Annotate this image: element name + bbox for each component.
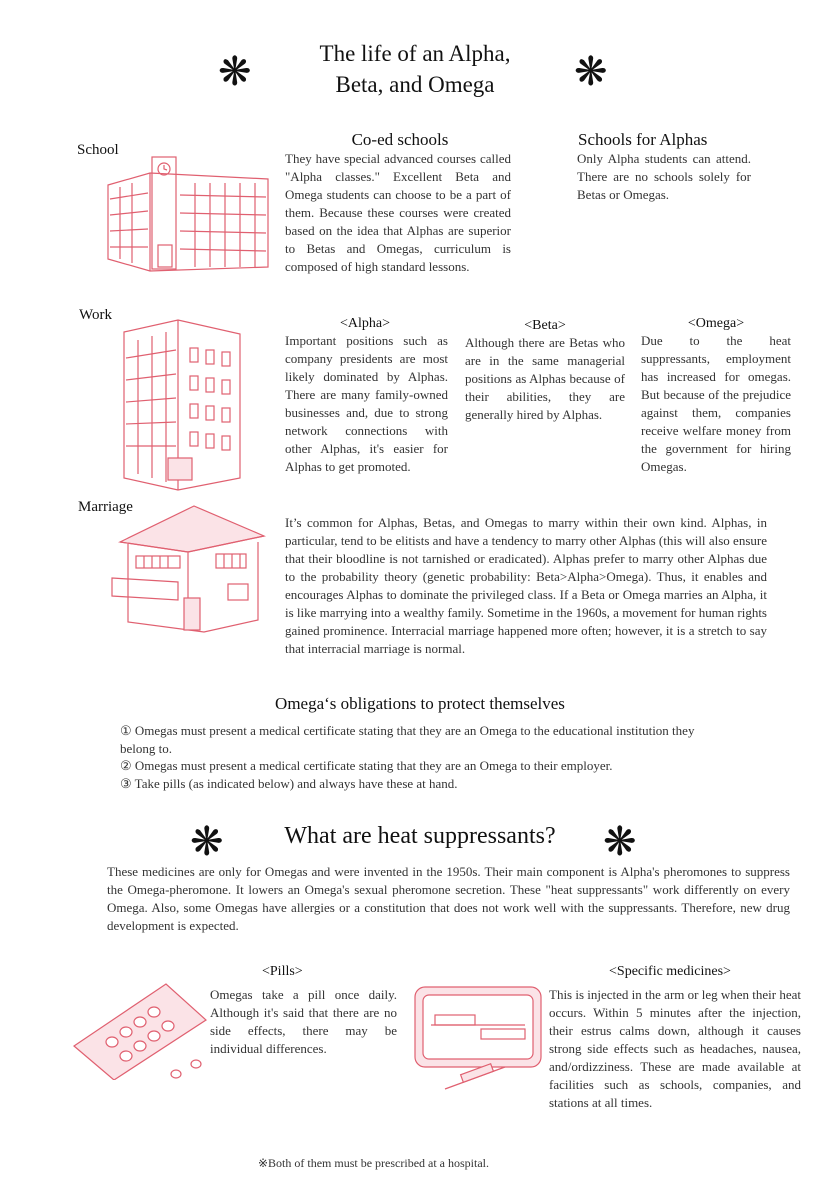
snowflake-icon: ❋: [218, 49, 252, 94]
obligation-item: ③ Take pills (as indicated below) and always have these at hand.: [120, 776, 458, 791]
section-label-school: School: [77, 142, 119, 158]
work-omega-heading: <Omega>: [687, 316, 745, 331]
pill-blister-illustration: [70, 980, 210, 1080]
section-label-work: Work: [79, 307, 112, 323]
page-title: The life of an Alpha, Beta, and Omega: [319, 41, 511, 97]
marriage-text: It’s common for Alphas, Betas, and Omegas to marry within their own kind. Alphas, in particular, tend to be elitists and have a tendency to marry other Alphas (this will also ensure that their bloodline is not tarnished or eradicated). Alphas prefer to marry other Alphas due to the probability theory (genetic probability: Beta>Alpha>Omega). Thus, it enables and encourages Alphas to dominate the privileged class. If a Beta or Omega marries an Alpha, it is like marrying into a wealthy family. Sometime in the 1960s, a movement for human rights gained prominence. Interracial marriage happened more often; however, it is a stretch to say that interracial marriage is normal.: [285, 515, 767, 656]
specific-medicines-text: This is injected in the arm or leg when their heat occurs. Within 5 minutes after the injection, their estrus calms down, although it causes strong side effects such as headaches, nausea, and/ordizziness. These are made available at facilities such as schools, companies, and stations at all times.: [549, 987, 801, 1110]
snowflake-icon: ❋: [190, 819, 224, 864]
pills-text: Omegas take a pill once daily. Although it's said that there are no side effects, there may be individual differences.: [210, 987, 397, 1056]
work-beta-text: Although there are Betas who are in the same managerial positions as Alphas because of their abilities, they are generally hired by Alphas.: [465, 335, 625, 422]
obligation-item: ② Omegas must present a medical certificate stating that they are an Omega to their employer.: [120, 758, 613, 773]
heat-suppressants-heading: What are heat suppressants?: [284, 823, 556, 849]
medicine-case-illustration: [405, 985, 545, 1095]
alpha-schools-heading: Schools for Alphas: [578, 130, 708, 149]
snowflake-icon: ❋: [574, 49, 608, 94]
heat-suppressants-text: These medicines are only for Omegas and were invented in the 1950s. Their main component is Alpha's pheromones to suppress the Omega-pheromone. It lowers an Omega's sexual pheromone secretion. These "heat suppressants" work differently on every Omega. Also, some Omegas have allergies or a constitution that does not work well with the suppressants. Therefore, new drug development is expected.: [107, 864, 790, 933]
pills-heading: <Pills>: [262, 964, 303, 979]
work-alpha-heading: <Alpha>: [339, 316, 390, 331]
section-label-marriage: Marriage: [78, 499, 133, 515]
specific-medicines-heading: <Specific medicines>: [609, 964, 731, 979]
coed-schools-text: They have special advanced courses called "Alpha classes." Excellent Beta and Omega students can choose to be a part of them. Because these courses were created based on the idea that Alphas are superior to Betas and Omegas, curriculum is composed of high standard lessons.: [285, 151, 511, 274]
obligations-heading: Omega‘s obligations to protect themselves: [275, 694, 565, 713]
footnote: ※Both of them must be prescribed at a hospital.: [258, 1156, 490, 1170]
snowflake-icon: ❋: [603, 819, 637, 864]
work-beta-heading: <Beta>: [524, 318, 566, 333]
alpha-schools-text: Only Alpha students can attend. There are no schools solely for Betas or Omegas.: [577, 151, 751, 202]
obligation-item: ① Omegas must present a medical certificate stating that they are an Omega to the educational institution they belong to.: [120, 723, 695, 756]
coed-schools-heading: Co-ed schools: [351, 130, 449, 149]
school-building-illustration: [100, 155, 275, 275]
office-building-illustration: [118, 318, 248, 493]
house-illustration: [108, 502, 268, 637]
work-alpha-text: Important positions such as company presidents are most likely dominated by Alphas. There are many family-owned businesses and, due to strong network connections with other Alphas, it's easier for Alphas to get promoted.: [285, 333, 448, 474]
work-omega-text: Due to the heat suppressants, employment has increased for omegas. But because of the prejudice against them, companies receive welfare money from the government for hiring Omegas.: [641, 333, 791, 474]
